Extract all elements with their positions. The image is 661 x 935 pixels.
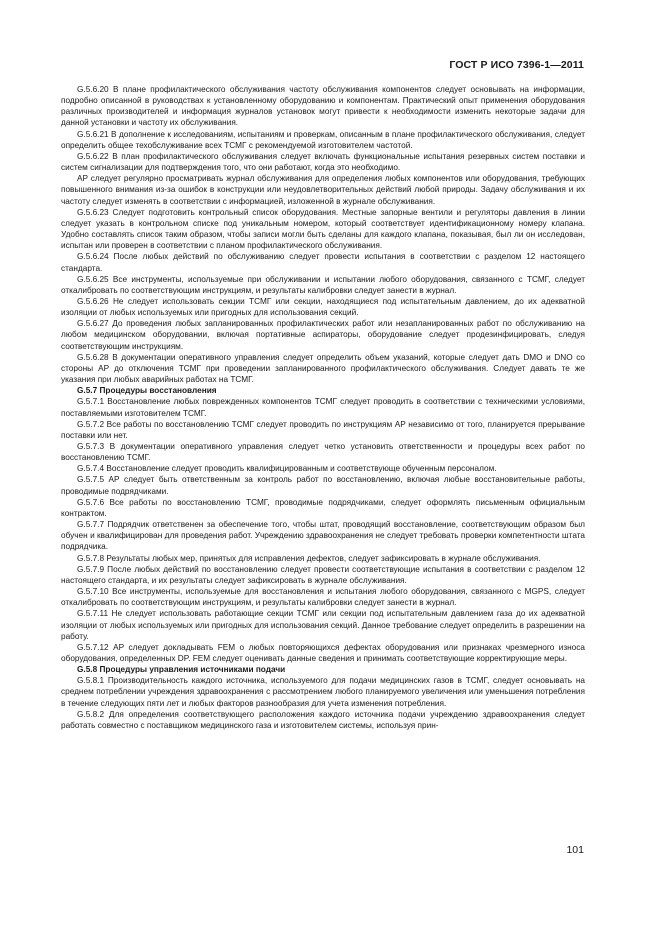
paragraph: G.5.6.20 В плане профилактического обслуживания частоту обслуживания компонентов следует основывать на информации, подробно описанной в руководствах к установленному оборудованию и компонентам. Практический опыт применения оборудования различных производителей и информация журналов установок могут привести к необходимости изменить некоторые задачи для данной установки и частоту их обслуживания. (61, 85, 585, 128)
paragraph: G.5.7.12 АР следует докладывать FEM о любых повторяющихся дефектах оборудования или признаках чрезмерного износа оборудования, определенных DP. FEM следует оценивать данные сведения и принимать соответствующие корректирующие меры. (61, 642, 585, 663)
paragraph: АР следует регулярно просматривать журнал обслуживания для определения любых компонентов или оборудования, требующих повышенного внимания из-за ошибок в конструкции или неудовлетворительных действий любой природы. Задачу обслуживания и их частоту следует изменять в соответствии с информацией, изложенной в журнале обслуживания. (61, 174, 585, 206)
paragraph: G.5.6.21 В дополнение к исследованиям, испытаниям и проверкам, описанным в плане профилактического обслуживания, следует определить общее техобслуживание всех ТСМГ с рекомендуемой изготовителем частотой. (61, 129, 585, 150)
page-number: 101 (566, 844, 584, 856)
paragraph: G.5.7.9 После любых действий по восстановлению следует провести соответствующие испытания в соответствии с разделом 12 настоящего стандарта, и их результаты следует зафиксировать в журнале обслуживания. (61, 564, 585, 585)
paragraph: G.5.6.23 Следует подготовить контрольный список оборудования. Местные запорные вентили и регуляторы давления в линии следует указать в контрольном списке под уникальным номером, который соответствует идентификационному номеру клапана. Удобно составлять список таким образом, чтобы записи могли быть сделаны для каждого клапана, показывая, был ли он исследован, испытан или проверен в соответствии с планом профилактического обслуживания. (61, 207, 585, 251)
document-body (61, 84, 585, 731)
paragraph: G.5.6.26 Не следует использовать секции ТСМГ или секции, находящиеся под испытательным давлением, до их адекватной изоляции от любых используемых или пригодных для использования секций. (61, 296, 585, 318)
paragraph: G.5.7.4 Восстановление следует проводить квалифицированным и соответствующе обученным персоналом. (77, 464, 497, 474)
paragraph: G.5.7.3 В документации оперативного управления следует четко установить ответственности и процедуры всех работ по восстановлению ТСМГ. (61, 442, 585, 463)
paragraph: G.5.6.28 В документации оперативного управления следует определить объем указаний, которые следует дать DMO и DNO со стороны АР до отключения ТСМГ при проведении запланированного профилактического обслуживания. Следует давать те же указания при любых аварийных работах на ТСМГ. (61, 352, 585, 385)
paragraph: G.5.7.8 Результаты любых мер, принятых для исправления дефектов, следует зафиксировать в журнале обслуживания. (77, 553, 541, 563)
paragraph: G.5.7.11 Не следует использовать работающие секции ТСМГ или секции под испытательным давлением газа до их адекватной изоляции от любых используемых или пригодных для использования секций. Данное требование следует определить в разрешении на работу. (61, 609, 585, 641)
section-heading: G.5.8 Процедуры управления источниками подачи (77, 665, 286, 675)
paragraph: G.5.7.5 АР следует быть ответственным за контроль работ по восстановлению, включая любые восстановительные работы, проводимые подрядчиками. (61, 475, 585, 496)
paragraph: G.5.8.1 Производительность каждого источника, используемого для подачи медицинских газов в ТСМГ, следует основывать на среднем потреблении учреждения здравоохранения с рассмотрением любого планируемого увеличения или уменьшения потребления в течение следующих пяти лет и любых факторов разнообразия для учета изменения потребления. (61, 676, 585, 708)
document-header: ГОСТ Р ИСО 7396-1—2011 (449, 59, 584, 71)
section-heading: G.5.7 Процедуры восстановления (77, 386, 217, 396)
paragraph: G.5.6.25 Все инструменты, используемые при обслуживании и испытании любого оборудования, связанного с ТСМГ, следует откалибровать по соответствующим инструкциям, и результаты калибровки следует занести в журнал. (61, 274, 585, 295)
paragraph: G.5.7.7 Подрядчик ответственен за обеспечение того, чтобы штат, проводящий восстановление, соответствующим образом был обучен и квалифицирован для проведения работ. Учреждению здравоохранения не следует требовать проверки компетентности штата подрядчика. (61, 520, 585, 552)
paragraph: G.5.7.10 Все инструменты, используемые для восстановления и испытания любого оборудования, связанного с MGPS, следует откалибровать по соответствующим инструкциям, и результаты калибровки следует занести в журнал. (61, 587, 585, 608)
paragraph: G.5.7.6 Все работы по восстановлению ТСМГ, проводимые подрядчиками, следует оформлять письменным официальным контрактом. (61, 497, 585, 518)
paragraph: G.5.6.27 До проведения любых запланированных профилактических работ или незапланированных работ по обслуживанию на любом медицинском оборудовании, включая портативные аспираторы, оборудование следует продезинфицировать, следуя соответствующим инструкциям. (61, 319, 585, 351)
paragraph: G.5.6.22 В план профилактического обслуживания следует включать функциональные испытания резервных систем поставки и систем сигнализации для подтверждения того, что они работают, когда это необходимо. (61, 151, 585, 173)
paragraph: G.5.7.1 Восстановление любых поврежденных компонентов ТСМГ следует проводить в соответствии с техническими условиями, поставляемыми изготовителем ТСМГ. (61, 397, 585, 418)
paragraph: G.5.8.2 Для определения соответствующего расположения каждого источника подачи учреждению здравоохранения следует работать совместно с поставщиком медицинского газа и изготовителем системы, используя прин- (61, 709, 585, 730)
paragraph: G.5.6.24 После любых действий по обслуживанию следует провести испытания в соответствии с разделом 12 настоящего стандарта. (61, 252, 585, 273)
paragraph: G.5.7.2 Все работы по восстановлению ТСМГ следует проводить по инструкциям АР независимо от того, планируется прерывание поставки или нет. (61, 419, 585, 440)
